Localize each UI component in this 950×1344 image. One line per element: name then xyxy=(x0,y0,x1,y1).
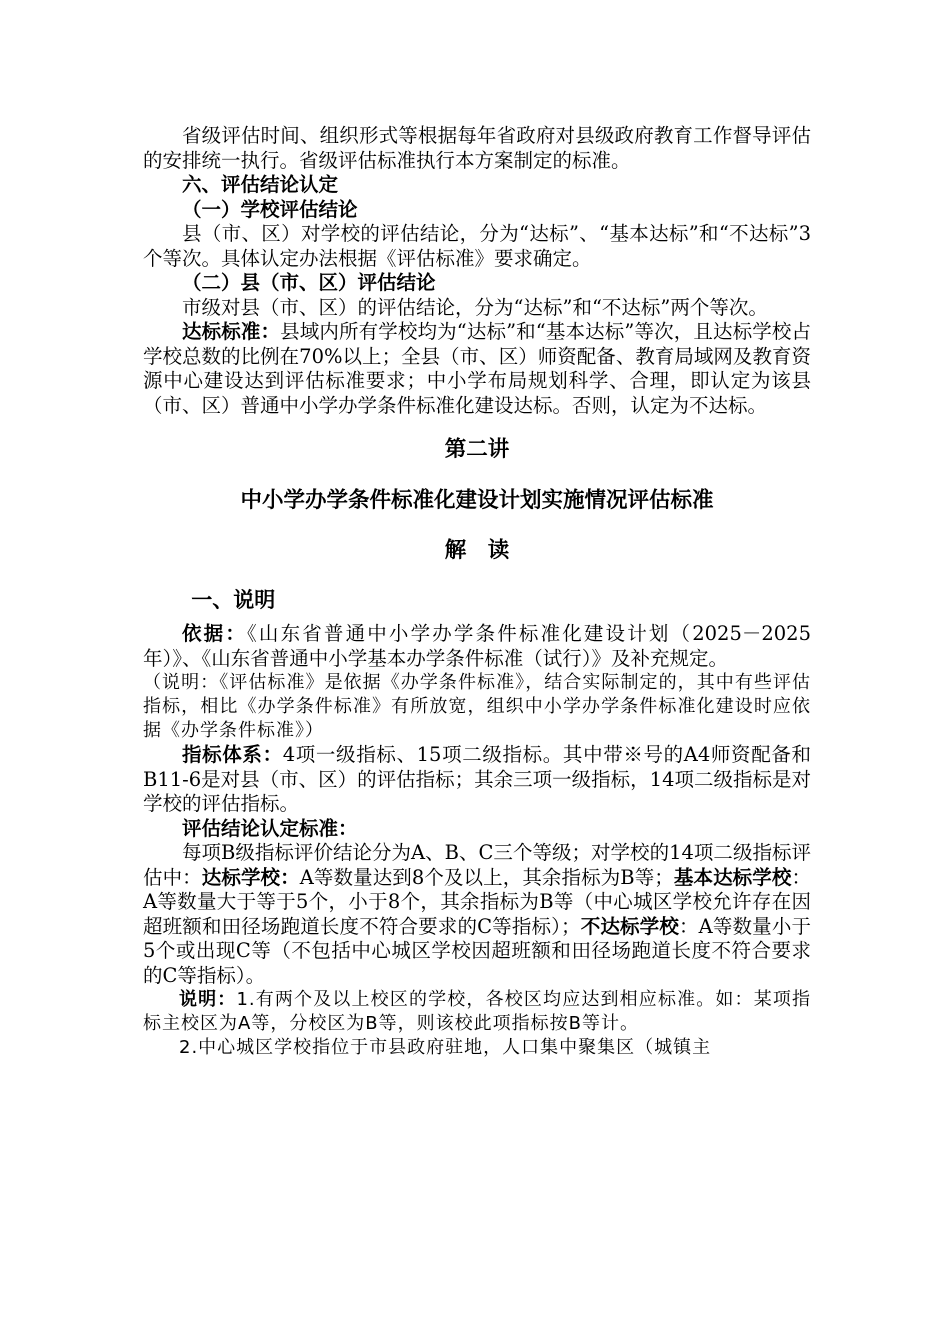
eval-label-basic: 基本达标学校 xyxy=(673,865,792,889)
heading-eval-conclusion: 六、评估结论认定 xyxy=(182,173,339,196)
paragraph-basis xyxy=(143,622,811,671)
note-eval-standard: （说明：《评估标准》是依据《办学条件标准》，结合实际制定的，其中有些评估指标，相比《办学条件标准》有所放宽，组织中小学办学条件标准化建设时应依据《办学条件标准》） xyxy=(143,672,811,741)
eval-label-standard: 达标学校： xyxy=(201,865,300,889)
paragraph-school-conclusion: 县（市、区）对学校的评估结论，分为“达标”、“基本达标”和“不达标”3个等次。具体认定办法根据《评估标准》要求确定。 xyxy=(143,222,811,270)
note-campus-label: 说明： xyxy=(179,989,237,1010)
basis-text: 《山东省普通中小学办学条件标准化建设计划（2025－2025年）》、《山东省普通中小学基本办学条件标准（试行）》及补充规定。 xyxy=(143,622,811,670)
heading-school-conclusion: （一）学校评估结论 xyxy=(182,197,358,221)
index-text: 4项一级指标、15项二级指标。其中带※号的A4师资配备和B11-6是对县（市、区）的评估指标；其余三项一级指标，14项二级指标是对学校的评估指标。 xyxy=(143,743,811,815)
lecture-heading: 第二讲 xyxy=(444,437,510,462)
document-body xyxy=(143,124,811,1060)
standard-label: 达标标准： xyxy=(182,320,281,343)
paragraph-standard xyxy=(143,320,811,418)
basis-label: 依据： xyxy=(182,622,247,645)
note-central-city: 2.中心城区学校指位于市县政府驻地，人口集中聚集区（城镇主 xyxy=(179,1037,712,1058)
section-heading-explanation: 一、说明 xyxy=(191,586,276,612)
main-title: 中小学办学条件标准化建设计划实施情况评估标准 xyxy=(240,487,714,513)
index-label: 指标体系： xyxy=(182,743,283,766)
paragraph-county-conclusion: 市级对县（市、区）的评估结论，分为“达标”和“不达标”两个等次。 xyxy=(182,295,768,319)
eval-text-fail: ：A等数量小于5个或出现C等（不包括中心城区学校因超班额和田径场跑道长度不符合要求的C等指标）。 xyxy=(143,914,811,987)
eval-label-fail: 不达标学校 xyxy=(580,914,679,938)
eval-text-standard: A等数量达到8个及以上，其余指标为B等； xyxy=(299,865,674,889)
heading-eval-criteria: 评估结论认定标准： xyxy=(182,816,358,840)
note-campus-text: 1.有两个及以上校区的学校，各校区均应达到相应标准。如：某项指标主校区为A等，分校区为B等，则该校此项指标按B等计。 xyxy=(143,989,811,1034)
paragraph-eval-criteria xyxy=(143,841,811,988)
eval-text-basic: ：A等数量大于等于5个，小于8个，其余指标为B等（中心城区学校允许存在因超班额和田径场跑道长度不符合要求的C等指标）； xyxy=(143,865,811,938)
paragraph-provincial-eval: 省级评估时间、组织形式等根据每年省政府对县级政府教育工作督导评估的安排统一执行。省级评估标准执行本方案制定的标准。 xyxy=(143,124,811,172)
sub-title: 解 读 xyxy=(444,538,510,563)
paragraph-index-system xyxy=(143,743,811,817)
eval-intro: 每项B级指标评价结论分为A、B、C三个等级；对学校的14项二级指标评估中： xyxy=(143,841,811,889)
standard-text: 县域内所有学校均为“达标”和“基本达标”等次，且达标学校占学校总数的比例在70%以上；全县（市、区）师资配备、教育局域网及教育资源中心建设达到评估标准要求；中小学布局规划科学、合理，即认定为该县（市、区）普通中小学办学条件标准化建设达标。否则，认定为不达标。 xyxy=(143,320,811,417)
heading-county-conclusion: （二）县（市、区）评估结论 xyxy=(182,271,436,294)
note-campus xyxy=(143,988,811,1036)
